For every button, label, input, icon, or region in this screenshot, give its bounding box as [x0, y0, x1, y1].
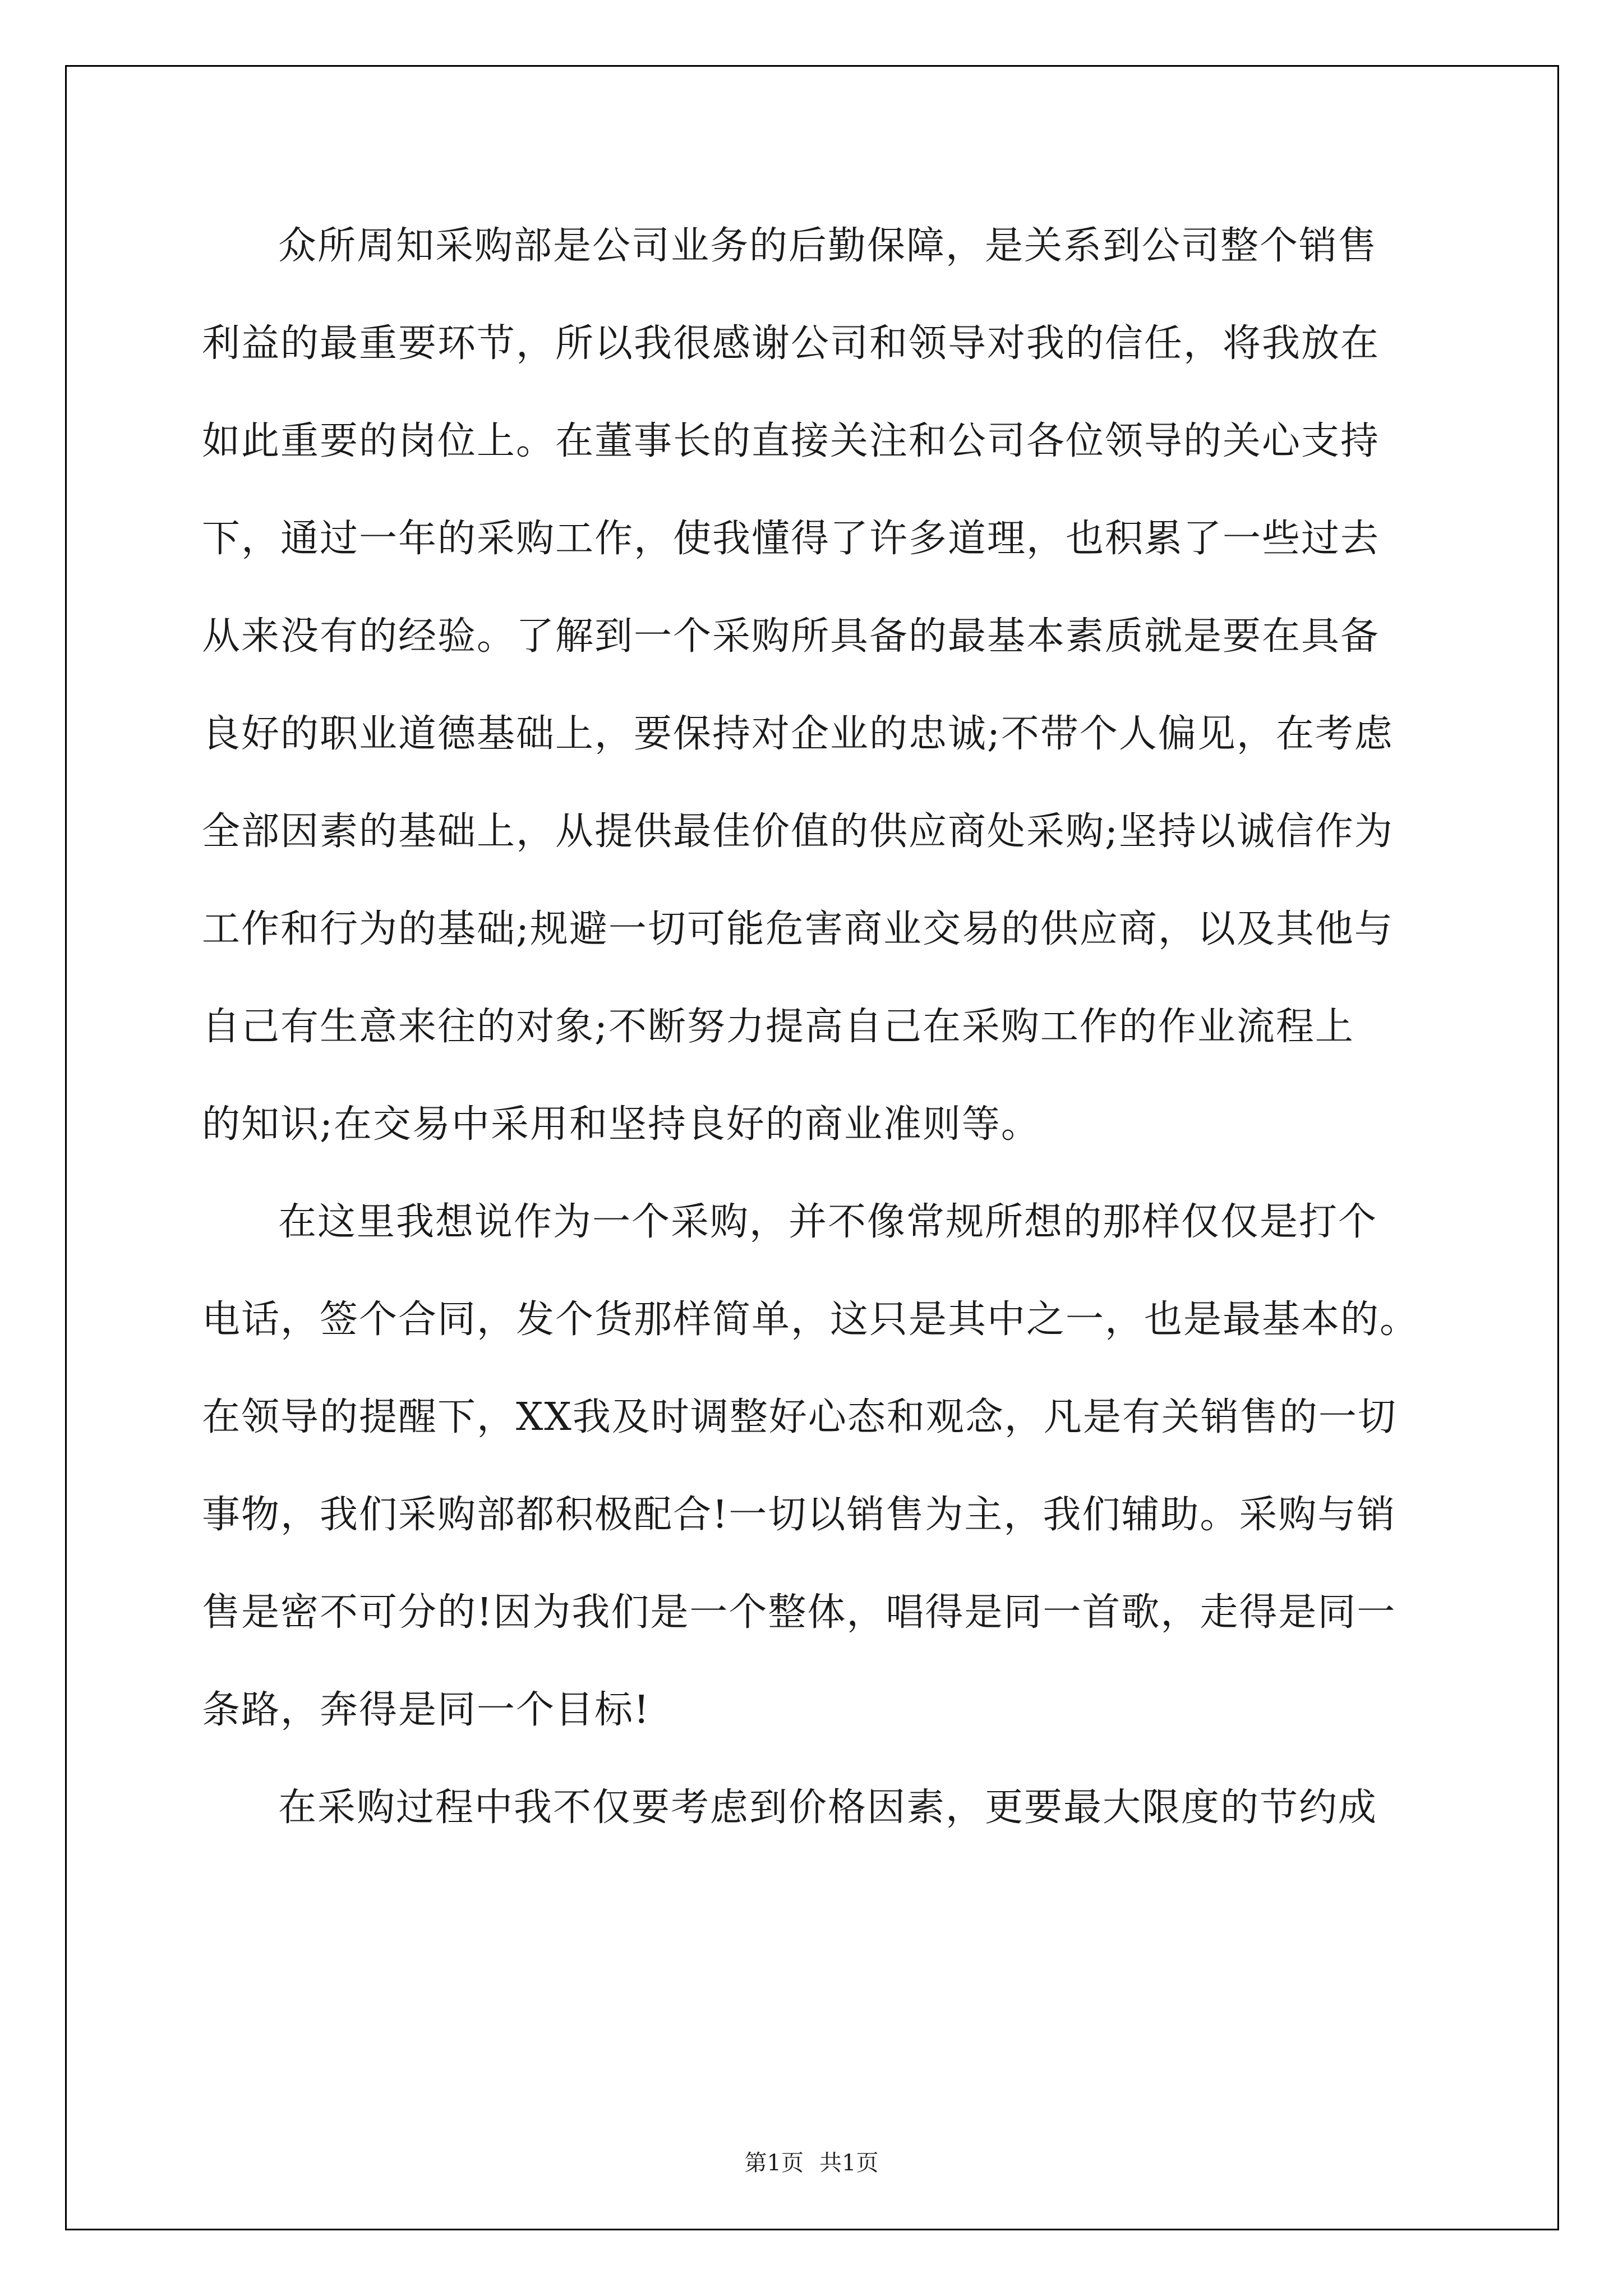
paragraph-2-line-2: 电话，签个合同，发个货那样简单，这只是其中之一，也是最基本的。 — [202, 1297, 1419, 1342]
paragraph-1-line-5: 从来没有的经验。了解到一个采购所具备的最基本素质就是要在具备 — [202, 614, 1380, 659]
paragraph-1-line-2: 利益的最重要环节，所以我很感谢公司和领导对我的信任，将我放在 — [202, 321, 1380, 366]
paragraph-1-line-8: 工作和行为的基础;规避一切可能危害商业交易的供应商，以及其他与 — [202, 907, 1394, 951]
paragraph-1-line-9: 自己有生意来往的对象;不断努力提高自己在采购工作的作业流程上 — [202, 1005, 1354, 1049]
paragraph-1-line-3: 如此重要的岗位上。在董事长的直接关注和公司各位领导的关心支持 — [202, 419, 1380, 463]
paragraph-1-line-1: 众所周知采购部是公司业务的后勤保障，是关系到公司整个销售 — [278, 224, 1378, 268]
paragraph-2-line-4: 事物，我们采购部都积极配合!一切以销售为主，我们辅助。采购与销 — [202, 1493, 1396, 1537]
paragraph-1-line-10: 的知识;在交易中采用和坚持良好的商业准则等。 — [202, 1102, 1040, 1147]
document-body — [202, 197, 1424, 1857]
paragraph-2-line-6: 条路，奔得是同一个目标! — [202, 1688, 651, 1732]
page-total: 共1页 — [819, 2150, 879, 2176]
paragraph-1-line-4: 下，通过一年的采购工作，使我懂得了许多道理，也积累了一些过去 — [202, 517, 1380, 561]
page-footer — [0, 2145, 1623, 2177]
paragraph-2-line-1: 在这里我想说作为一个采购，并不像常规所想的那样仅仅是打个 — [278, 1200, 1378, 1244]
page-number: 第1页 — [744, 2150, 804, 2176]
paragraph-3-line-1: 在采购过程中我不仅要考虑到价格因素，更要最大限度的节约成 — [278, 1786, 1378, 1830]
paragraph-1-line-6: 良好的职业道德基础上，要保持对企业的忠诚;不带个人偏见，在考虑 — [202, 712, 1394, 756]
paragraph-1-line-7: 全部因素的基础上，从提供最佳价值的供应商处采购;坚持以诚信作为 — [202, 809, 1394, 854]
paragraph-2-line-5: 售是密不可分的!因为我们是一个整体，唱得是同一首歌，走得是同一 — [202, 1590, 1396, 1635]
paragraph-2-line-3: 在领导的提醒下，XX我及时调整好心态和观念，凡是有关销售的一切 — [202, 1395, 1397, 1439]
